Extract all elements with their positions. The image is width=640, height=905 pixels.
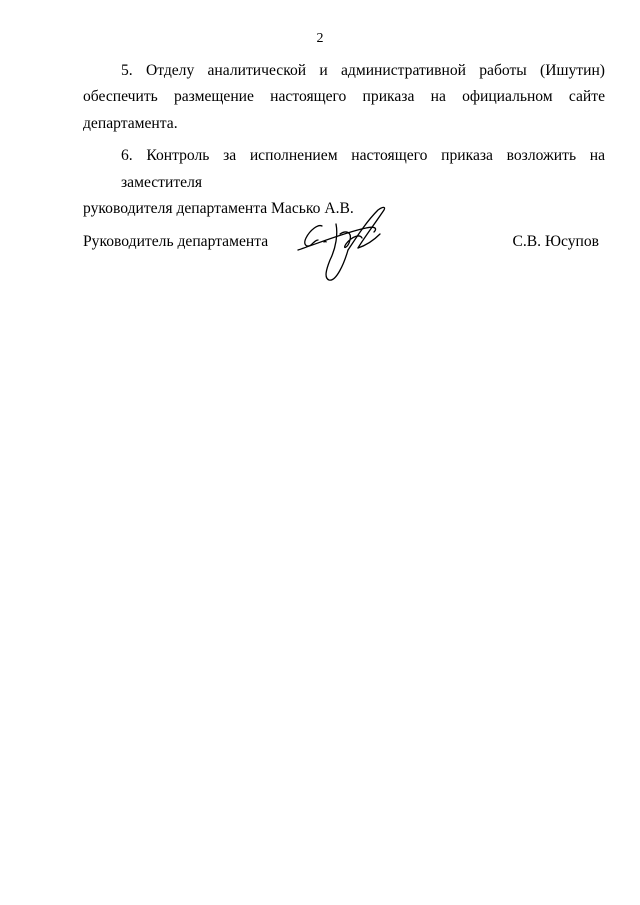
paragraph-5 — [83, 58, 605, 137]
signatory-name: С.В. Юсупов — [512, 233, 599, 250]
handwritten-signature — [296, 204, 400, 284]
document-body — [83, 58, 605, 228]
paragraph-line: 6. Контроль за исполнением настоящего приказа возложить на заместителя — [121, 147, 605, 191]
page-number: 2 — [316, 31, 324, 46]
paragraph-line: руководителя департамента Масько А.В. — [83, 200, 354, 218]
paragraph-line: обеспечить размещение настоящего приказа на официальном сайте — [83, 88, 605, 106]
paragraph-line: департамента. — [83, 114, 178, 132]
paragraph-line: 5. Отделу аналитической и административной работы (Ишутин) — [121, 62, 605, 79]
signatory-position: Руководитель департамента — [83, 233, 269, 250]
